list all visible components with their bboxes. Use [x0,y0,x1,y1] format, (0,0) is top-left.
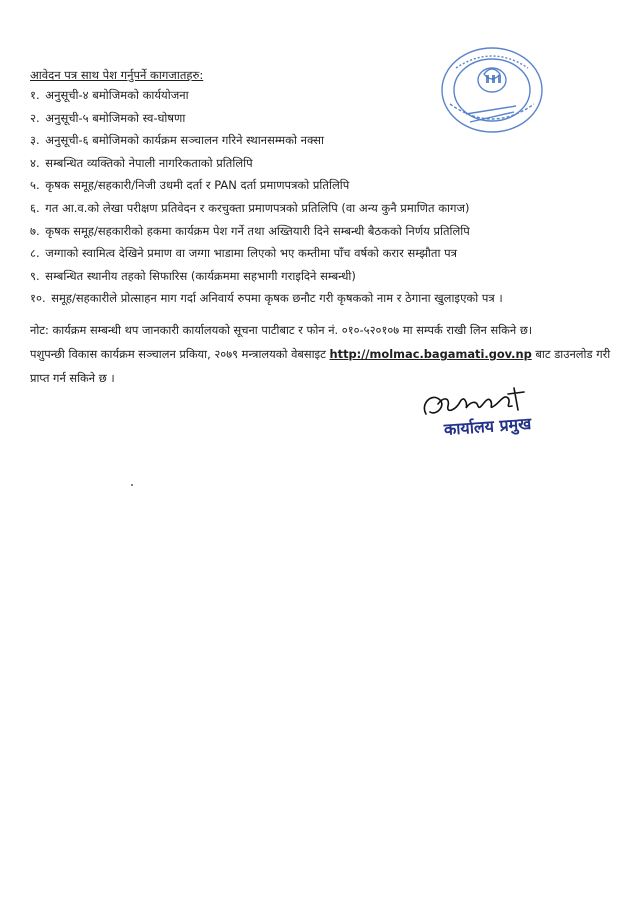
list-item: ६. गत आ.व.को लेखा परीक्षण प्रतिवेदन र करचुक्ता प्रमाणपत्रको प्रतिलिपि (वा अन्य कुनै प्रमाणित कागज) [30,200,470,215]
list-item: ७. कृषक समूह/सहकारीको हकमा कार्यक्रम पेश गर्ने तथा अख्तियारी दिने सम्बन्धी बैठकको निर्णय प्रतिलिपि [30,223,470,238]
paper-speck [131,484,133,486]
list-item: ३. अनुसूची-६ बमोजिमको कार्यक्रम सञ्चालन गरिने स्थानसम्मको नक्सा [30,133,324,148]
ministry-website-link[interactable]: http://molmac.bagamati.gov.np [329,347,532,361]
list-item: ८. जग्गाको स्वामित्व देखिने प्रमाण वा जग्गा भाडामा लिएको भए कम्तीमा पाँच वर्षको करार सम्झौता पत्र [30,246,457,261]
note-paragraph [30,318,610,390]
attachments-heading: आवेदन पत्र साथ पेश गर्नुपर्ने कागजातहरु: [30,68,204,82]
list-item: ४. सम्बन्धित व्यक्तिको नेपाली नागरिकताको प्रतिलिपि [30,155,253,170]
list-item: २. अनुसूची-५ बमोजिमको स्व-घोषणा [30,110,186,125]
list-item: ९. सम्बन्धित स्थानीय तहको सिफारिस (कार्यक्रममा सहभागी गराइदिने सम्बन्धी) [30,268,356,283]
note-line-end: प्राप्त गर्न सकिने छ । [30,371,115,385]
note-line-contact: नोट: कार्यक्रम सम्बन्धी थप जानकारी कार्यालयको सूचना पाटीबाट र फोन नं. ०१०-५२०१०७ मा सम्पर्क राखी लिन सकिने छ। [30,323,533,337]
list-item: ५. कृषक समूह/सहकारी/निजी उधमी दर्ता र PAN दर्ता प्रमाणपत्रको प्रतिलिपि [30,178,350,193]
required-documents-list [30,84,605,310]
list-item: १. अनुसूची-४ बमोजिमको कार्ययोजना [30,88,189,102]
office-head-stamp: कार्यालय प्रमुख [443,413,532,439]
note-line-website: पशुपन्छी विकास कार्यक्रम सञ्चालन प्रकिया, २०७९ मन्त्रालयको वेबसाइट http://molmac.bagamati.gov.np बाट डाउनलोड गरी [30,347,611,361]
list-item: १०. समूह/सहकारीले प्रोत्साहन माग गर्दा अनिवार्य रुपमा कृषक छनौट गरी कृषकको नाम र ठेगाना खुलाइएको पत्र । [30,291,503,306]
